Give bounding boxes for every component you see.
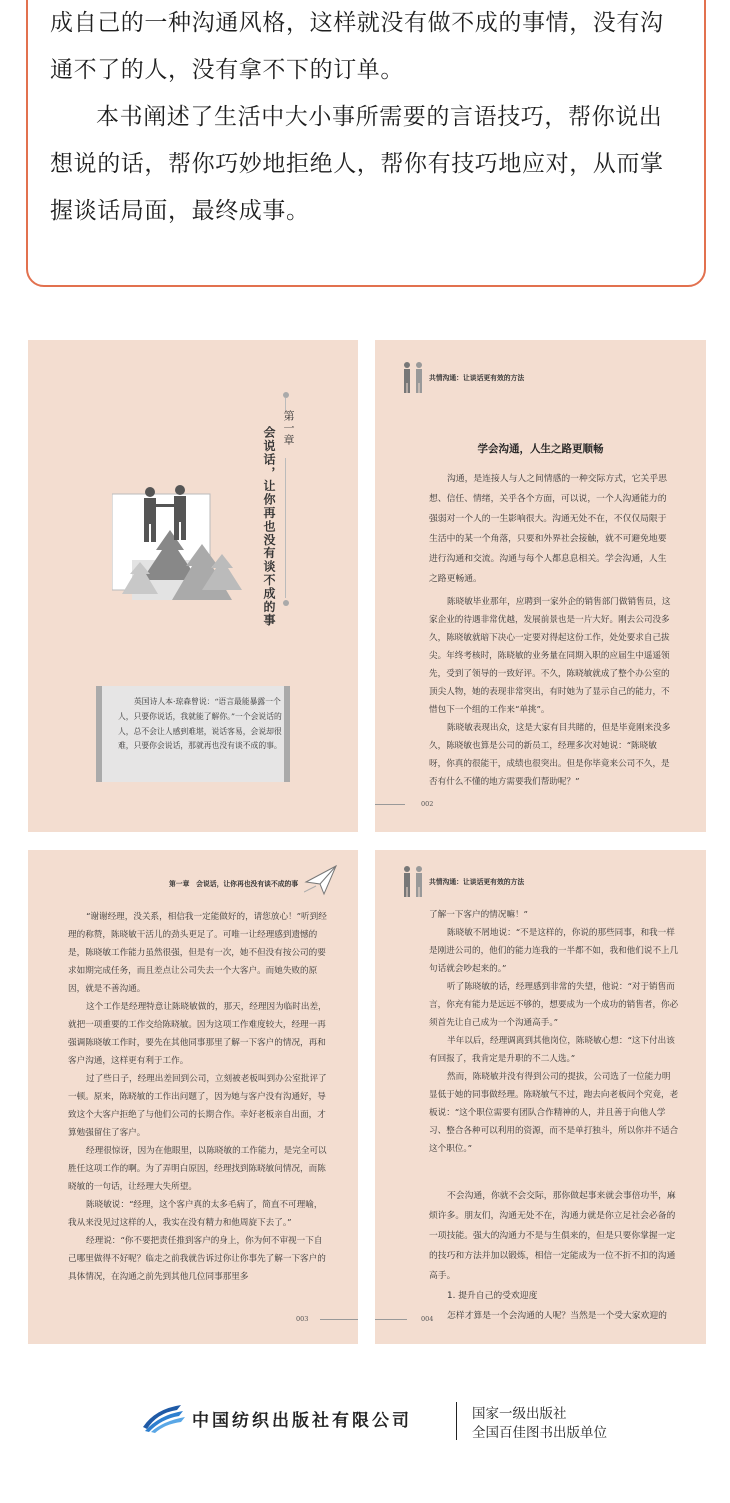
quote-text: 英国诗人本·琼森曾说：“语言最能暴露一个人，只要你说话，我就能了解你。”一个会说话的人，总不会让人感到难堪，说话客易，会说却很难，只要你会说话，那就再也没有谈不成的事。	[118, 697, 282, 751]
book-page-004	[375, 850, 706, 1344]
page-number: 002	[421, 800, 434, 808]
publisher-name: 中国纺织出版社有限公司	[192, 1411, 412, 1431]
intro-text	[50, 0, 680, 235]
paragraph: 了解一下客户的情况嘛！”	[429, 910, 528, 920]
book-page-002	[375, 340, 706, 832]
paragraph: 经理说：“你不要把责任推到客户的身上，你为何不审视一下自己哪里做得不好呢？临走之前我就告诉过你让你事先了解一下客户的具体情况，在沟通之前先到其他几位同事那里多	[68, 1236, 326, 1282]
paragraph: 陈晓敏说：“经理，这个客户真的太多毛病了，简直不可理喻，我从来没见过这样的人，我实在没有精力和他周旋下去了。”	[68, 1200, 323, 1228]
paragraph: 沟通，是连接人与人之间情感的一种交际方式，它关乎思想、信任、情绪，关乎各个方面，可以说，一个人沟通能力的强弱对一个人的一生影响很大。沟通无处不在，不仅仅局限于生活中的某一个角落，只要和外界社会接触，就不可避免地要进行沟通和交流。沟通与每个人都息息相关。学会沟通，人生之路更畅通。	[429, 474, 667, 584]
publisher-tag: 国家一级出版社	[472, 1406, 567, 1422]
paragraph: 不会沟通，你就不会交际，那你做起事来就会事倍功半，麻烦许多。朋友们，沟通无处不在，沟通力就是你立足社会必备的一项技能。强大的沟通力不是与生俱来的，但是只要你掌握一定的技巧和方法并加以锻炼，相信一定能成为一位不折不扣的沟通高手。	[429, 1191, 676, 1281]
running-head: 共情沟通：让谈话更有效的方法	[429, 374, 525, 382]
running-head: 共情沟通：让谈话更有效的方法	[429, 878, 525, 886]
chapter-dot-top	[283, 392, 289, 398]
business-people-icon	[399, 360, 427, 394]
page-rule	[320, 1319, 358, 1320]
business-people-icon	[399, 864, 427, 898]
page-number: 003	[296, 1315, 309, 1323]
body-text	[429, 1186, 679, 1326]
body-text	[429, 593, 673, 791]
publisher-tag: 全国百佳图书出版单位	[472, 1425, 607, 1441]
body-text	[68, 908, 330, 1286]
paragraph: 然而，陈晓敏并没有得到公司的提拔，公司选了一位能力明显低于她的同事做经理。陈晓敏气不过，跑去向老板问个究竟，老板说：“这个职位需要有团队合作精神的人，并且善于向他人学习、整合各种可以利用的资源，而不是单打独斗，所以你并不适合这个职位。”	[429, 1072, 679, 1154]
book-page-003	[28, 850, 358, 1344]
paragraph: 听了陈晓敏的话，经理感到非常的失望，他说：“对于销售而言，你充有能力是远远不够的，想要成为一个成功的销售者，你必须首先让自己成为一个沟通高手。”	[429, 982, 679, 1028]
paper-plane-icon	[304, 862, 338, 896]
paragraph: 怎样才算是一个会沟通的人呢？当然是一个受大家欢迎的	[447, 1311, 667, 1321]
paragraph: “谢谢经理，没关系，相信我一定能做好的，请您放心！”听到经理的称赞，陈晓敏干活儿的劲头更足了。可唯一让经理感到遗憾的是，陈晓敏工作能力虽然很强，但是有一次，她不但没有按公司的要求如期完成任务，而且差点让公司失去一个大客户。而她失败的原因，就是不善沟通。	[68, 912, 327, 994]
publisher-logo-icon	[141, 1401, 185, 1433]
running-head: 第一章 会说话，让你再也没有谈不成的事	[169, 880, 299, 888]
body-text	[429, 469, 673, 589]
list-item: 1. 提升自己的受欢迎度	[447, 1291, 538, 1301]
paragraph: 经理很惊讶，因为在他眼里，以陈晓敏的工作能力，是完全可以胜任这项工作的啊。为了弄明白原因，经理找到陈晓敏问情况，而陈晓敏的一句话，让经理大失所望。	[68, 1146, 327, 1192]
intro-paragraph: 本书阐述了生活中大小事所需要的言语技巧，帮你说出想说的话，帮你巧妙地拒绝人，帮你有技巧地应对，从而掌握谈话局面，最终成事。	[50, 104, 664, 224]
paragraph: 过了些日子，经理出差回到公司，立刻被老板叫到办公室批评了一顿。原来，陈晓敏的工作出问题了，因为她与客户没有沟通好，导致这个大客户拒绝了与他们公司的长期合作。幸好老板亲自出面，才算勉强留住了客户。	[68, 1074, 327, 1138]
paragraph: 陈晓敏不屑地说：“不是这样的，你说的那些同事，和我一样是刚进公司的，他们的能力连我的一半都不如，我和他们说不上几句话就会吵起来的。”	[429, 928, 679, 974]
chapter-title: 会说话，让你再也没有谈不成的事	[262, 426, 276, 627]
chapter-line	[285, 398, 286, 410]
chapter-dot-bottom	[283, 600, 289, 606]
paragraph: 半年以后，经理调离到其他岗位，陈晓敏心想：“这下付出该有回报了，我肯定是升职的不二人选。”	[429, 1036, 675, 1064]
paragraph: 陈晓敏表现出众，这是大家有目共睹的，但是毕竟刚来没多久，陈晓敏也算是公司的新员工，经理多次对她说：“陈晓敏呀，你真的很能干，成绩也很突出。但是你毕竟来公司不久，是否有什么不懂的地方需要我们帮助呢？”	[429, 723, 671, 787]
body-text	[429, 906, 679, 1158]
chapter-label: 第一章	[282, 410, 295, 446]
page-rule	[375, 804, 405, 805]
page-number: 004	[421, 1315, 434, 1323]
chapter-line	[285, 458, 286, 598]
intro-paragraph: 成自己的一种沟通风格，这样就没有做不成的事情，没有沟通不了的人，没有拿不下的订单。	[50, 10, 664, 83]
handshake-illustration-icon	[112, 470, 257, 610]
page-rule	[375, 1319, 407, 1320]
paragraph: 陈晓敏毕业那年，应聘到一家外企的销售部门做销售员，这家企业的待遇非常优越，发展前景也是一片大好。刚去公司没多久，陈晓敏就暗下决心一定要对得起这份工作，处处要求自己拔尖。年终考核时，陈晓敏的业务量在同期入职的应届生中遥遥领先，受到了领导的一致好评。不久，陈晓敏就成了整个办公室的顶尖人物，她的表现非常突出，有时她为了显示自己的能力，不惜包下一个组的工作来“单挑”。	[429, 597, 671, 715]
quote-box	[96, 686, 290, 782]
book-page-chapter-opener	[28, 340, 358, 832]
paragraph: 这个工作是经理特意让陈晓敏做的，那天，经理因为临时出差，就把一项重要的工作交给陈晓敏。因为这项工作难度较大，经理一再强调陈晓敏工作时，要先在其他同事那里了解一下客户的情况，再和客户沟通，这样更有利于工作。	[68, 1002, 327, 1066]
footer-divider	[456, 1402, 457, 1440]
section-title: 学会沟通，人生之路更顺畅	[477, 443, 604, 455]
